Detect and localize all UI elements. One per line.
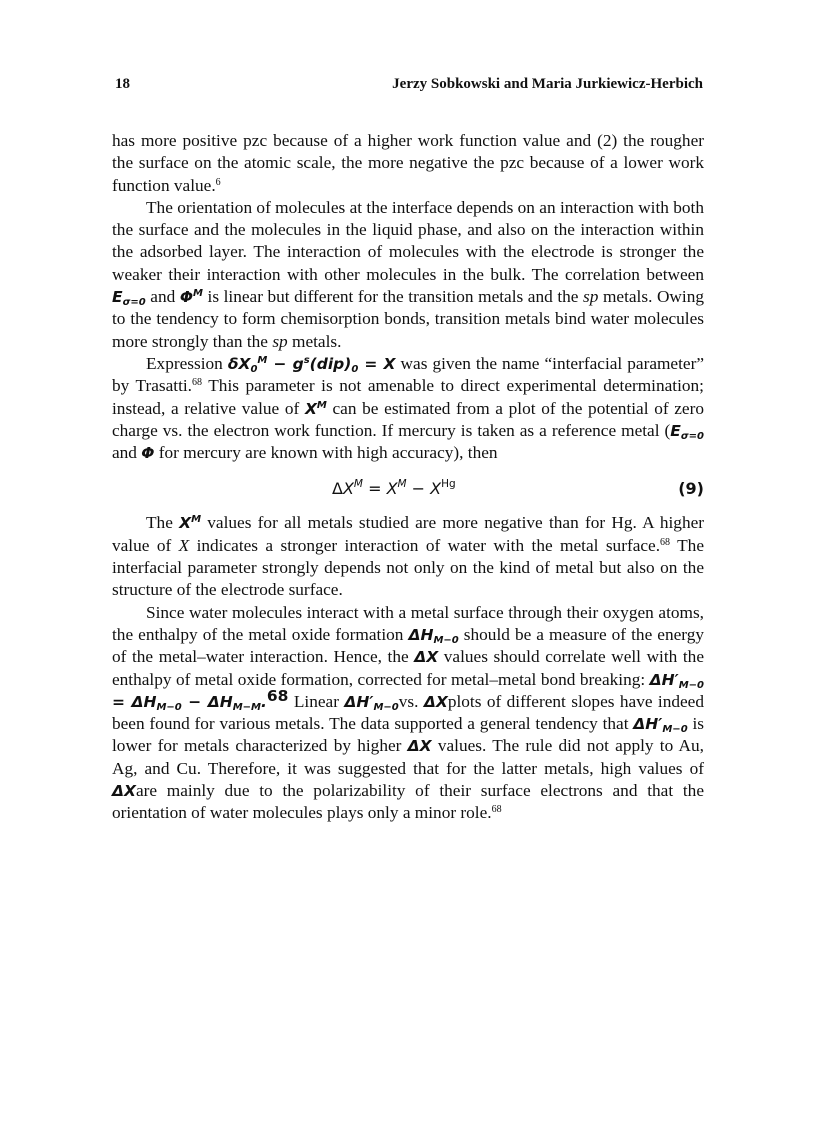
math-x-m: $X^M$ <box>179 514 202 533</box>
equation-9: $\Delta X^M = X^M - X^{Hg}$ <box>332 478 456 499</box>
body-text <box>112 130 704 825</box>
paragraph-2: The orientation of molecules at the interface depends on an interaction with both the surface and the molecules in the liquid phase, and also on the interaction within the adsorbed layer. The interaction of molecules with the electrode is stronger the weaker their interaction with other molecules in the bulk. The correlation between $E_{\sigma=0}$ and $\Phi^M$ is linear but different for the transition metals and the sp metals. Owing to the tendency to form chemisorption bonds, transition metals bind water molecules more strongly than the sp metals. <box>112 197 704 351</box>
math-phi: Φ <box>141 444 155 463</box>
citation: 6 <box>215 176 221 188</box>
math-delta-x: ΔX <box>112 782 136 801</box>
math-delta-x: ΔX <box>414 648 439 667</box>
math-x-m: $X^M$ <box>304 399 327 418</box>
paragraph-5: Since water molecules interact with a metal surface through their oxygen atoms, the enthalpy of the metal oxide formation $\Delta H_{M-0}$ should be a measure of the energy of the metal–water interaction. Hence, the ΔX values should correlate well with the enthalpy of metal oxide formation, corrected for metal–metal bond breaking: $\Delta H'_{M-0} = \Delta H_{M-0} - \Delta H_{M-M}.^{68}$ Linear $\Delta H'_{M-0}vs$. ΔXplots of different slopes have indeed been found for various metals. The data supported a general tendency that $\Delta H'_{M-0}$ is lower for metals characterized by higher ΔX values. The rule did not apply to Au, Ag, and Cu. Therefore, it was suggested that for the latter metals, high values of ΔXare mainly due to the polarizability of their surface electrons and that the orientation of water molecules plays only a minor role.$^{68}$ <box>112 602 704 823</box>
running-head: Jerzy Sobkowski and Maria Jurkiewicz-Herbich <box>392 76 703 92</box>
math-delta-h-m0: $\Delta H_{M-0}$ <box>408 625 459 646</box>
math-e-sigma0: $E_{\sigma=0}$ <box>112 288 146 309</box>
paragraph-4: The $X^M$ values for all metals studied are more negative than for Hg. A higher value of X indicates a stronger interaction of water with the metal surface.$^{68}$ The interfacial parameter strongly depends not only on the kind of metal but also on the structure of the electrode surface. <box>112 513 705 600</box>
citation: 68 <box>660 536 671 548</box>
math-delta-h-prime: $\Delta H'_{M-0}$ <box>633 715 688 736</box>
paragraph-3: Expression $\delta X_0^M - g^s(dip)_0 = X$ was given the name “interfacial parameter” by Trasatti.$^{68}$ This parameter is not amenable to direct experimental determination; instead, a relative value of $X^M$ can be estimated from a plot of the potential of zero charge vs. the electron work function. If mercury is taken as a reference metal ($E_{\sigma=0}$ and Φ for mercury are known with high accuracy), then <box>112 353 705 463</box>
paragraph-1: has more positive pzc because of a higher work function value and (2) the rougher the surface on the atomic scale, the more negative the pzc because of a lower work function value.$^6$ <box>112 131 704 195</box>
page-header <box>115 76 703 98</box>
math-delta-x: ΔX <box>423 692 448 711</box>
equation-block <box>112 470 704 508</box>
math-expression: $\delta X_0^M - g^s(dip)_0 = X$ <box>227 354 396 375</box>
math-delta-h-prime: $\Delta H'_{M-0}$ <box>344 692 399 713</box>
equation-number: (9) <box>678 479 704 499</box>
page-number: 18 <box>115 76 130 92</box>
math-delta-x: ΔX <box>407 737 432 756</box>
math-e-sigma0: $E_{\sigma=0}$ <box>670 421 704 442</box>
citation: 68 <box>192 377 203 389</box>
citation: 68 <box>266 686 289 705</box>
math-correction-formula: $\Delta H'_{M-0} = \Delta H_{M-0} - \Delta H_{M-M}$. <box>112 670 704 713</box>
math-phi-m: $\Phi^M$ <box>179 288 203 307</box>
citation: 68 <box>491 804 502 816</box>
